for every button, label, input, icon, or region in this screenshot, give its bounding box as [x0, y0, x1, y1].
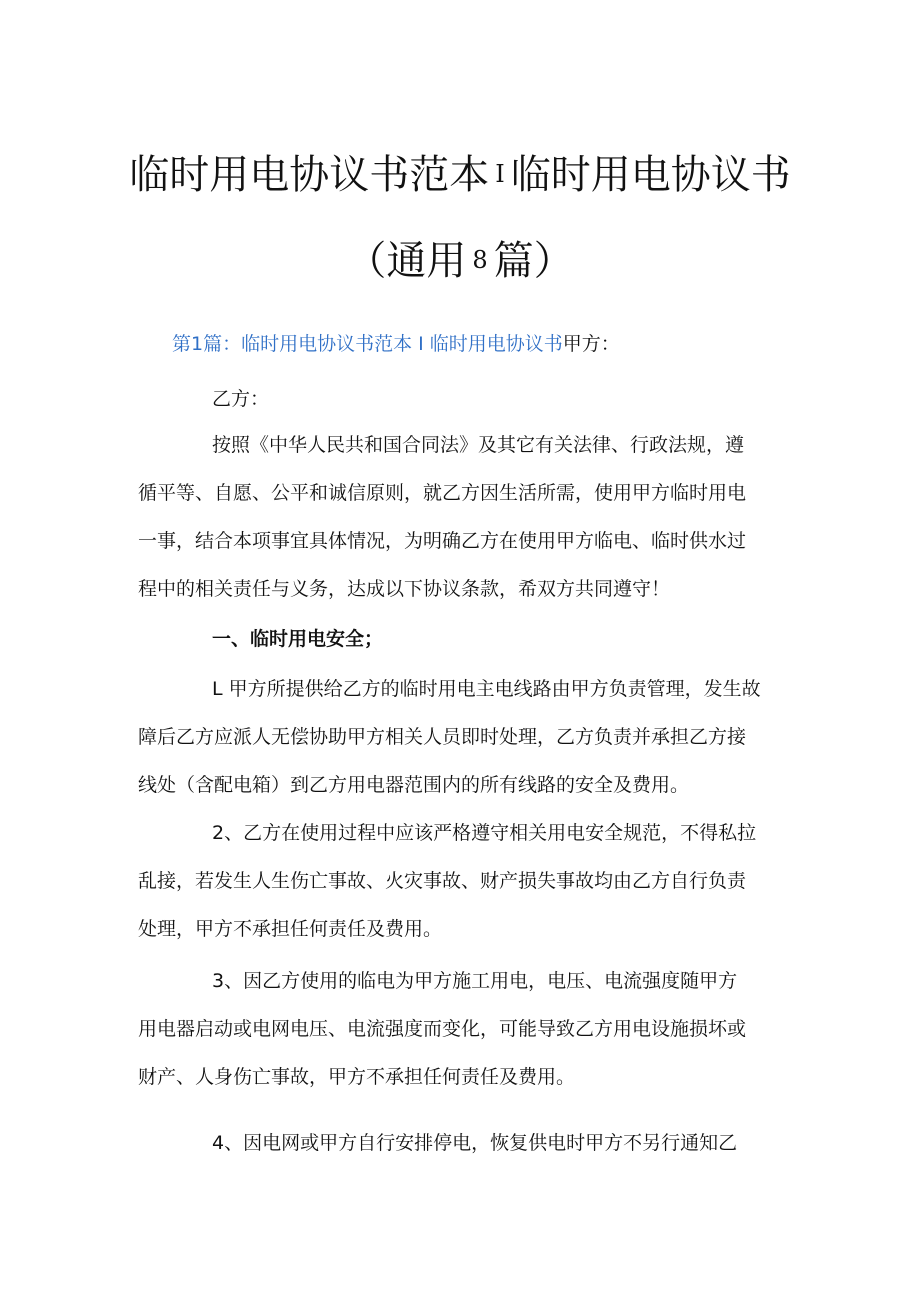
clause-line: 3、因乙方使用的临电为甲方施工用电，电压、电流强度随甲方 [212, 970, 738, 992]
clause-line: 4、因电网或甲方自行安排停电，恢复供电时甲方不另行通知乙 [212, 1132, 738, 1154]
title-subtitle-number: 8 [472, 246, 488, 274]
document-title-line1 [0, 150, 920, 199]
clause-1-paragraph [138, 670, 788, 804]
title-separator: I [495, 160, 505, 188]
clause-line: 2、乙方在使用过程中应该严格遵守相关用电安全规范，不得私拉 [212, 822, 757, 844]
party-b-label: 乙方： [212, 388, 270, 410]
intro-line: 循平等、自愿、公平和诚信原则，就乙方因生活所需，使用甲方临时用电 [138, 482, 747, 504]
chapter-link[interactable]: 第1篇：临时用电协议书范本 I 临时用电协议书 [172, 333, 563, 355]
clause-line: 乱接，若发生人生伤亡事故、火灾事故、财产损失事故均由乙方自行负责 [138, 870, 747, 892]
clause-3-paragraph [138, 962, 788, 1096]
clause-4-paragraph [138, 1124, 788, 1162]
intro-paragraph [138, 426, 788, 608]
intro-line: 按照《中华人民共和国合同法》及其它有关法律、行政法规，遵 [212, 434, 745, 456]
title-subtitle-a: （通用 [346, 238, 467, 284]
title-part-a: 临时用电协议书范本 [129, 152, 490, 198]
document-title-line2 [0, 236, 920, 285]
chapter-heading [172, 330, 620, 358]
party-a-label: 甲方： [562, 333, 620, 355]
title-subtitle-b: 篇） [493, 238, 574, 284]
clause-line: 障后乙方应派人无偿协助甲方相关人员即时处理，乙方负责并承担乙方接 [138, 726, 747, 748]
intro-line: 一事，结合本项事宜具体情况，为明确乙方在使用甲方临电、临时供水过 [138, 530, 747, 552]
clause-line: 线处（含配电箱）到乙方用电器范围内的所有线路的安全及费用。 [138, 774, 690, 796]
clause-line: 处理，甲方不承担任何责任及费用。 [138, 918, 443, 940]
clause-2-paragraph [138, 814, 788, 948]
clause-line: L 甲方所提供给乙方的临时用电主电线路由甲方负责管理，发生故 [212, 678, 761, 700]
clause-line: 用电器启动或电网电压、电流强度而变化，可能导致乙方用电设施损坏或 [138, 1018, 747, 1040]
section-heading: 一、临时用电安全； [212, 628, 384, 650]
clause-line: 财产、人身伤亡事故，甲方不承担任何责任及费用。 [138, 1066, 576, 1088]
party-b-paragraph [138, 380, 788, 418]
intro-line: 程中的相关责任与义务，达成以下协议条款，希双方共同遵守！ [138, 578, 671, 600]
title-part-b: 临时用电协议书 [510, 152, 791, 198]
